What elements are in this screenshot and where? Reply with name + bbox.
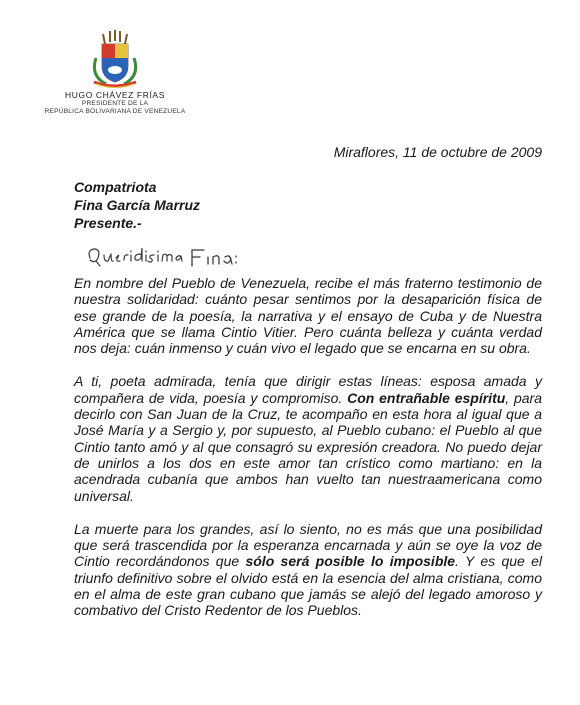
paragraph-2-part-a: A ti, poeta admirada, tenía que dirigir estas líneas: esposa amada y compañera de vida, poesía y compromiso. [74,373,542,406]
salutation-line-2: Fina García Marruz [74,197,201,213]
dateline: Miraflores, 11 de octubre de 2009 [333,144,542,160]
letterhead-title-2: REPÚBLICA BOLIVARIANA DE VENEZUELA [44,108,186,115]
coat-of-arms-icon [88,28,142,88]
salutation-line-3: Presente.- [74,215,142,231]
paragraph-3-part-c: . Y es que el triunfo definitivo sobre el olvido está en la esencia del alma cristiana, como en el alma de este gran cubano que jamás se alejó del legado amoroso y combativo del Cristo Redentor de los Pueblos. [74,553,543,619]
paragraph-3-emphasis: sólo será posible lo imposible [245,553,456,570]
salutation-line-1: Compatriota [74,179,157,195]
salutation [74,178,200,232]
paragraph-3-part-a: La muerte para los grandes, así lo siento, no es más que una posibilidad que será trascendida por la esperanza encarnada y aún se oye la voz de Cintio recordándonos que [74,520,542,570]
handwritten-greeting [84,244,244,274]
paragraph-2-part-c: , para decirlo con San Juan de la Cruz, te acompaño en esta hora al igual que a José María y a Sergio y, por supuesto, al Pueblo cubano: el Pueblo al que Cintio tanto amó y al que consagró su expresión creadora. No puedo dejar de unirlos a los dos en este amor tan crístico como martiano: en la acendrada cubanía que ambos han vuelto tan nuestraamericana como universal. [74,389,542,504]
letterhead-name: HUGO CHÁVEZ FRÍAS [65,90,165,100]
letterhead-title-1: PRESIDENTE DE LA [81,100,149,107]
paragraph-2 [74,373,542,503]
paragraph-3 [74,521,542,619]
letter-body [74,275,542,636]
paragraph-2-emphasis: Con entrañable espíritu [347,389,506,406]
paragraph-1: En nombre del Pueblo de Venezuela, recibe el más fraterno testimonio de nuestra solidaridad: cuánto pesar sentimos por la desaparición física de ese grande de la poesía, la narrativa y el ensayo de Cuba y de Nuestra América que se llama Cintio Vitier. Pero cuánta belleza y cuánta verdad nos deja: cuán inmenso y cuán vivo el legado que se encarna en su obra. [74,275,542,357]
letterhead [30,28,200,116]
